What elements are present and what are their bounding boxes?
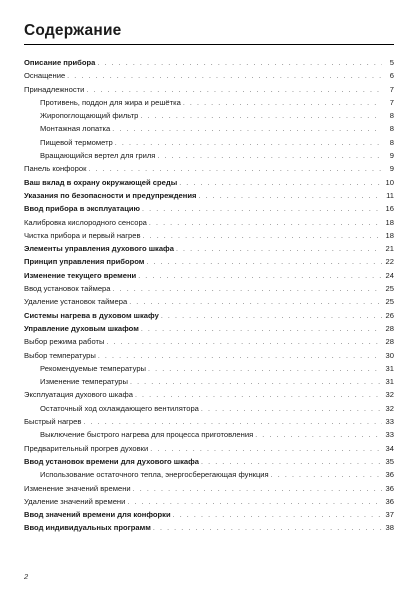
toc-leader-dots: [113, 283, 382, 296]
toc-leader-dots: [127, 496, 382, 509]
toc-leader-dots: [135, 389, 382, 402]
toc-entry-title: Удаление значений времени: [24, 496, 126, 506]
toc-entry[interactable]: [24, 282, 394, 295]
toc-entry-title: Управление духовым шкафом: [24, 323, 139, 333]
toc-entry[interactable]: [24, 269, 394, 282]
toc-entry[interactable]: [24, 83, 394, 96]
toc-entry[interactable]: [24, 242, 394, 255]
toc-leader-dots: [153, 522, 382, 535]
toc-entry[interactable]: [24, 415, 394, 428]
toc-leader-dots: [142, 203, 382, 216]
toc-entry-title: Элементы управления духового шкафа: [24, 244, 174, 254]
toc-leader-dots: [106, 336, 382, 349]
toc-entry-title: Жиропоглощающий фильтр: [40, 111, 139, 121]
toc-leader-dots: [201, 456, 382, 469]
toc-entry-page: 32: [385, 403, 394, 413]
toc-entry-page: 36: [385, 496, 394, 506]
toc-entry[interactable]: [24, 229, 394, 242]
toc-leader-dots: [140, 110, 382, 123]
toc-entry-page: 36: [385, 470, 394, 480]
toc-entry-title: Монтажная лопатка: [40, 124, 111, 134]
toc-entry-page: 34: [385, 443, 394, 453]
toc-leader-dots: [129, 296, 382, 309]
toc-leader-dots: [271, 469, 382, 482]
toc-entry-title: Вращающийся вертел для гриля: [40, 151, 156, 161]
toc-entry-page: 33: [385, 430, 394, 440]
toc-entry-title: Описание прибора: [24, 58, 96, 67]
toc-entry[interactable]: [24, 149, 394, 162]
toc-entry-page: 16: [385, 204, 394, 214]
toc-entry[interactable]: [24, 508, 394, 521]
toc-leader-dots: [97, 57, 382, 70]
toc-leader-dots: [150, 443, 382, 456]
toc-entry[interactable]: [24, 482, 394, 495]
toc-leader-dots: [149, 217, 382, 230]
toc-leader-dots: [130, 376, 382, 389]
toc-leader-dots: [157, 150, 382, 163]
toc-entry-page: 8: [389, 137, 394, 147]
toc-entry-title: Предварительный прогрев духовки: [24, 443, 149, 453]
toc-entry-page: 31: [385, 363, 394, 373]
toc-entry-title: Калибровка кислородного сенсора: [24, 217, 147, 227]
toc-entry-title: Ввод установок таймера: [24, 284, 111, 294]
toc-entry[interactable]: [24, 309, 394, 322]
toc-entry-title: Ввод индивидуальных программ: [24, 523, 151, 533]
toc-entry[interactable]: [24, 362, 394, 375]
toc-entry[interactable]: [24, 69, 394, 82]
toc-entry-page: 18: [385, 230, 394, 240]
toc-entry[interactable]: [24, 322, 394, 335]
toc-entry[interactable]: [24, 295, 394, 308]
toc-entry-page: 5: [389, 58, 394, 67]
toc-entry-title: Выбор режима работы: [24, 337, 105, 347]
toc-entry[interactable]: [24, 189, 394, 202]
toc-entry-title: Оснащение: [24, 71, 66, 81]
toc-entry-title: Выбор температуры: [24, 350, 96, 360]
toc-entry-title: Изменение значений времени: [24, 483, 131, 493]
toc-leader-dots: [176, 243, 382, 256]
toc-entry-title: Ввод значений времени для конфорки: [24, 510, 171, 520]
toc-entry[interactable]: [24, 455, 394, 468]
toc-entry-title: Противень, поддон для жира и решётка: [40, 97, 181, 107]
toc-entry-page: 25: [385, 284, 394, 294]
toc-leader-dots: [183, 97, 382, 110]
toc-entry-title: Изменение температуры: [40, 377, 128, 387]
toc-leader-dots: [143, 230, 382, 243]
toc-leader-dots: [161, 310, 382, 323]
toc-entry[interactable]: [24, 162, 394, 175]
page-number: 2: [24, 572, 29, 581]
toc-entry-page: 35: [385, 456, 394, 466]
toc-leader-dots: [141, 323, 382, 336]
toc-entry[interactable]: [24, 388, 394, 401]
toc-entry-title: Использование остаточного тепла, энергосберегающая функция: [40, 470, 269, 480]
toc-entry[interactable]: [24, 375, 394, 388]
toc-entry-title: Изменение текущего времени: [24, 270, 137, 280]
toc-entry-title: Принадлежности: [24, 84, 85, 94]
toc-entry-title: Панель конфорок: [24, 164, 87, 174]
toc-entry[interactable]: [24, 202, 394, 215]
toc-entry-title: Принцип управления прибором: [24, 257, 145, 267]
toc-leader-dots: [201, 403, 382, 416]
toc-entry[interactable]: [24, 349, 394, 362]
toc-entry-title: Указания по безопасности и предупреждения: [24, 190, 197, 200]
toc-entry-page: 30: [385, 350, 394, 360]
toc-entry[interactable]: [24, 428, 394, 441]
toc-entry[interactable]: [24, 109, 394, 122]
toc-entry-page: 21: [385, 244, 394, 254]
toc-entry-title: Пищевой термометр: [40, 137, 113, 147]
toc-entry[interactable]: [24, 335, 394, 348]
toc-entry-page: 7: [389, 84, 394, 94]
toc-leader-dots: [173, 509, 382, 522]
toc-leader-dots: [115, 137, 382, 150]
toc-entry-page: 28: [385, 323, 394, 333]
toc-entry-page: 7: [389, 97, 394, 107]
toc-entry-page: 37: [385, 510, 394, 520]
table-of-contents: [24, 56, 394, 535]
toc-leader-dots: [98, 350, 382, 363]
toc-leader-dots: [138, 270, 382, 283]
toc-leader-dots: [88, 163, 382, 176]
toc-entry-title: Системы нагрева в духовом шкафу: [24, 310, 159, 320]
toc-entry-page: 36: [385, 483, 394, 493]
toc-entry-title: Остаточный ход охлаждающего вентилятора: [40, 403, 199, 413]
toc-entry-title: Быстрый нагрев: [24, 417, 82, 427]
toc-entry-title: Ваш вклад в охрану окружающей среды: [24, 177, 178, 187]
toc-entry[interactable]: [24, 136, 394, 149]
toc-entry-page: 8: [389, 111, 394, 121]
toc-leader-dots: [67, 70, 382, 83]
toc-entry-page: 8: [389, 124, 394, 134]
toc-entry[interactable]: [24, 176, 394, 189]
toc-leader-dots: [133, 483, 382, 496]
toc-entry[interactable]: [24, 442, 394, 455]
toc-leader-dots: [255, 429, 382, 442]
toc-leader-dots: [83, 416, 382, 429]
toc-entry-page: 33: [385, 417, 394, 427]
toc-entry-title: Рекомендуемые температуры: [40, 363, 147, 373]
toc-leader-dots: [148, 363, 382, 376]
toc-entry-page: 10: [385, 177, 394, 187]
toc-entry-page: 18: [385, 217, 394, 227]
toc-entry-title: Ввод установок времени для духового шкафа: [24, 456, 200, 466]
toc-entry-page: 26: [385, 310, 394, 320]
toc-entry-page: 32: [385, 390, 394, 400]
toc-entry[interactable]: [24, 96, 394, 109]
toc-entry-page: 31: [385, 377, 394, 387]
toc-entry-page: 38: [385, 523, 394, 533]
toc-entry[interactable]: [24, 216, 394, 229]
toc-entry-page: 6: [389, 71, 394, 81]
toc-entry-page: 11: [386, 190, 394, 200]
toc-entry-page: 24: [385, 270, 394, 280]
toc-leader-dots: [146, 256, 382, 269]
toc-entry[interactable]: [24, 402, 394, 415]
toc-entry[interactable]: [24, 468, 394, 481]
toc-leader-dots: [112, 123, 382, 136]
toc-entry[interactable]: [24, 495, 394, 508]
toc-entry[interactable]: [24, 122, 394, 135]
toc-leader-dots: [86, 84, 382, 97]
toc-entry-page: 22: [385, 257, 394, 267]
toc-entry-page: 9: [389, 164, 394, 174]
toc-entry-title: Выключение быстрого нагрева для процесса приготовления: [40, 430, 254, 440]
toc-entry-title: Эксплуатация духового шкафа: [24, 390, 133, 400]
toc-entry[interactable]: [24, 56, 394, 69]
toc-entry-page: 25: [385, 297, 394, 307]
toc-entry[interactable]: [24, 255, 394, 268]
toc-leader-dots: [198, 190, 382, 203]
title-divider: [24, 44, 394, 45]
toc-entry-title: Ввод прибора в эксплуатацию: [24, 204, 141, 214]
toc-leader-dots: [179, 177, 382, 190]
toc-entry-title: Чистка прибора и первый нагрев: [24, 230, 141, 240]
toc-entry-title: Удаление установок таймера: [24, 297, 128, 307]
page-title: Содержание: [24, 22, 122, 39]
toc-entry[interactable]: [24, 521, 394, 534]
toc-entry-page: 9: [389, 151, 394, 161]
toc-entry-page: 28: [385, 337, 394, 347]
